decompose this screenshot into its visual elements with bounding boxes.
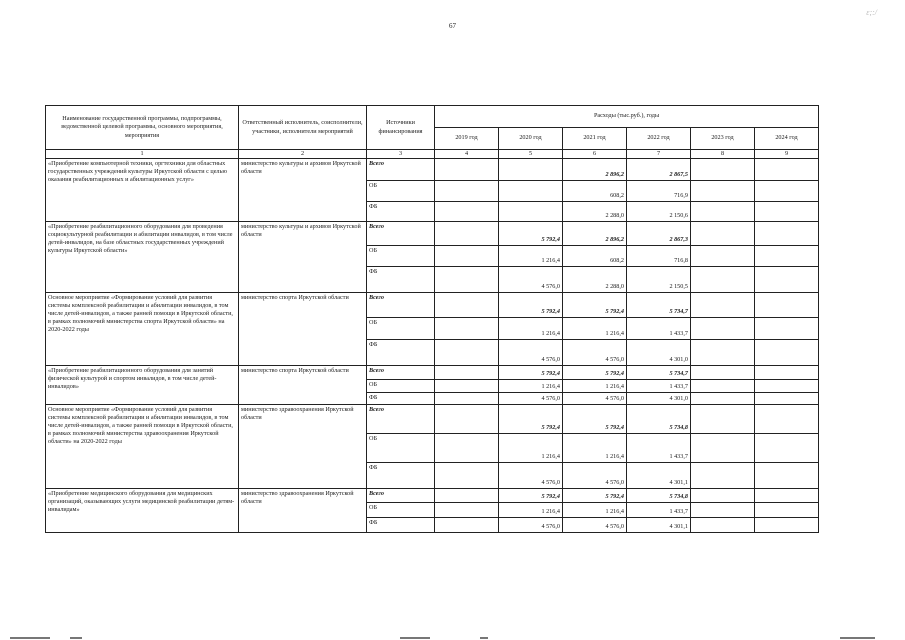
expense-value-2024 xyxy=(755,159,819,181)
expense-value-2023 xyxy=(691,202,755,222)
funding-source: ФБ xyxy=(367,518,435,533)
funding-source: ФБ xyxy=(367,340,435,366)
expense-value-2024 xyxy=(755,380,819,393)
expense-value-2024 xyxy=(755,246,819,267)
expense-value-2022: 4 301,0 xyxy=(627,393,691,405)
activity-name: «Приобретение медицинского оборудования для медицинских организаций, оказывающих услуги медицинской реабилитации детям-инвалидам» xyxy=(46,489,239,533)
expense-value-2020: 5 792,4 xyxy=(499,405,563,434)
activity-name: «Приобретение реабилитационного оборудования для занятий физической культурой и спортом инвалидов, в том числе детей-инвалидов» xyxy=(46,366,239,405)
expense-value-2020: 4 576,0 xyxy=(499,393,563,405)
expense-value-2024 xyxy=(755,318,819,340)
expense-value-2020: 5 792,4 xyxy=(499,489,563,503)
expense-value-2024 xyxy=(755,463,819,489)
funding-source: ОБ xyxy=(367,181,435,202)
expense-value-2020: 1 216,4 xyxy=(499,503,563,518)
expense-value-2024 xyxy=(755,202,819,222)
expense-value-2022: 1 433,7 xyxy=(627,434,691,463)
funding-source: ОБ xyxy=(367,434,435,463)
expense-value-2020: 4 576,0 xyxy=(499,518,563,533)
expense-value-2021: 4 576,0 xyxy=(563,393,627,405)
expense-value-2019 xyxy=(435,393,499,405)
executor-name: министерство культуры и архивов Иркутской области xyxy=(239,159,367,222)
expense-value-2024 xyxy=(755,267,819,293)
expense-value-2022: 716,9 xyxy=(627,181,691,202)
page-number: 67 xyxy=(449,22,456,30)
funding-source: ОБ xyxy=(367,318,435,340)
expense-value-2019 xyxy=(435,318,499,340)
funding-source: ФБ xyxy=(367,463,435,489)
funding-source: Всего xyxy=(367,159,435,181)
expense-value-2021: 5 792,4 xyxy=(563,489,627,503)
expense-value-2022: 1 433,7 xyxy=(627,503,691,518)
header-source: Источники финансирования xyxy=(367,106,435,150)
expense-value-2020: 4 576,0 xyxy=(499,267,563,293)
expense-value-2021: 1 216,4 xyxy=(563,503,627,518)
header-year: 2019 год xyxy=(435,128,499,150)
expense-value-2023 xyxy=(691,340,755,366)
expense-value-2021: 5 792,4 xyxy=(563,366,627,380)
table-row xyxy=(46,366,819,380)
expense-value-2023 xyxy=(691,293,755,318)
activity-name: «Приобретение компьютерной техники, оргтехники для областных государственных учреждений культуры Иркутской области с целью оказания реабилитационных и абилитационных услуг» xyxy=(46,159,239,222)
expense-value-2023 xyxy=(691,267,755,293)
expense-value-2022: 2 867,5 xyxy=(627,159,691,181)
expense-value-2019 xyxy=(435,202,499,222)
header-expenses: Расходы (тыс.руб.), годы xyxy=(435,106,819,128)
expense-value-2022: 5 734,8 xyxy=(627,405,691,434)
expense-value-2024 xyxy=(755,503,819,518)
column-number: 4 xyxy=(435,150,499,159)
expense-value-2024 xyxy=(755,340,819,366)
table-row xyxy=(46,159,819,181)
expense-value-2023 xyxy=(691,405,755,434)
funding-source: ФБ xyxy=(367,202,435,222)
expense-value-2023 xyxy=(691,489,755,503)
column-number: 9 xyxy=(755,150,819,159)
expense-value-2021: 608,2 xyxy=(563,181,627,202)
expense-value-2019 xyxy=(435,380,499,393)
table-row xyxy=(46,222,819,246)
funding-source: Всего xyxy=(367,405,435,434)
expense-value-2023 xyxy=(691,434,755,463)
expense-value-2023 xyxy=(691,246,755,267)
table-body xyxy=(46,159,819,533)
header-year: 2022 год xyxy=(627,128,691,150)
funding-source: Всего xyxy=(367,366,435,380)
activity-name: Основное мероприятие «Формирование условий для развития системы комплексной реабилитации и абилитации инвалидов, в том числе детей-инвалидов, а также ранней помощи в Иркутской области, в рамках полномочий министерства спорта Иркутской области» на 2020-2022 годы xyxy=(46,293,239,366)
expense-value-2020: 5 792,4 xyxy=(499,222,563,246)
expense-value-2024 xyxy=(755,405,819,434)
header-year: 2024 год xyxy=(755,128,819,150)
expense-value-2020: 1 216,4 xyxy=(499,380,563,393)
funding-source: ФБ xyxy=(367,393,435,405)
column-number: 5 xyxy=(499,150,563,159)
expense-value-2023 xyxy=(691,181,755,202)
expense-value-2023 xyxy=(691,503,755,518)
expense-value-2021: 2 288,0 xyxy=(563,267,627,293)
expense-value-2020 xyxy=(499,181,563,202)
expense-value-2022: 2 150,6 xyxy=(627,202,691,222)
expense-value-2023 xyxy=(691,463,755,489)
expense-value-2019 xyxy=(435,293,499,318)
expense-value-2020 xyxy=(499,159,563,181)
expense-value-2021: 4 576,0 xyxy=(563,518,627,533)
expense-value-2021: 1 216,4 xyxy=(563,380,627,393)
column-number: 6 xyxy=(563,150,627,159)
scan-edge-marks xyxy=(0,634,905,640)
funding-source: ОБ xyxy=(367,246,435,267)
column-number: 1 xyxy=(46,150,239,159)
header-name: Наименование государственной программы, подпрограммы, ведомственной целевой программы, основного мероприятия, мероприятия xyxy=(46,106,239,150)
expense-value-2024 xyxy=(755,293,819,318)
expense-value-2023 xyxy=(691,518,755,533)
funding-source: ОБ xyxy=(367,380,435,393)
expense-value-2020: 4 576,0 xyxy=(499,463,563,489)
expense-value-2024 xyxy=(755,518,819,533)
expense-value-2024 xyxy=(755,393,819,405)
expense-value-2024 xyxy=(755,434,819,463)
funding-source: Всего xyxy=(367,222,435,246)
expense-value-2022: 4 301,1 xyxy=(627,518,691,533)
funding-source: Всего xyxy=(367,489,435,503)
expense-value-2022: 5 734,7 xyxy=(627,366,691,380)
table-row xyxy=(46,293,819,318)
expense-value-2019 xyxy=(435,267,499,293)
expense-value-2022: 5 734,8 xyxy=(627,489,691,503)
activity-name: Основное мероприятие «Формирование условий для развития системы комплексной реабилитации и абилитации инвалидов, в том числе детей-инвалидов, а также ранней помощи в Иркутской области, в рамках полномочий министерства здравоохранения Иркутской области» на 2020-2022 годы xyxy=(46,405,239,489)
expense-value-2020: 5 792,4 xyxy=(499,366,563,380)
expense-value-2023 xyxy=(691,159,755,181)
expense-value-2022: 2 867,3 xyxy=(627,222,691,246)
expense-value-2021: 2 288,0 xyxy=(563,202,627,222)
funding-source: ОБ xyxy=(367,503,435,518)
expense-value-2022: 1 433,7 xyxy=(627,380,691,393)
expense-value-2023 xyxy=(691,222,755,246)
expense-value-2019 xyxy=(435,489,499,503)
expense-value-2021: 2 896,2 xyxy=(563,222,627,246)
expense-value-2020: 1 216,4 xyxy=(499,434,563,463)
expense-value-2021: 5 792,4 xyxy=(563,293,627,318)
header-year: 2020 год xyxy=(499,128,563,150)
expense-value-2020: 1 216,4 xyxy=(499,318,563,340)
expense-value-2019 xyxy=(435,405,499,434)
header-year: 2021 год xyxy=(563,128,627,150)
funding-source: Всего xyxy=(367,293,435,318)
executor-name: министерство спорта Иркутской области xyxy=(239,366,367,405)
expense-value-2024 xyxy=(755,181,819,202)
expense-value-2020: 5 792,4 xyxy=(499,293,563,318)
column-numbers-row xyxy=(46,150,819,159)
expense-value-2019 xyxy=(435,518,499,533)
funding-source: ФБ xyxy=(367,267,435,293)
expense-value-2020 xyxy=(499,202,563,222)
expense-value-2019 xyxy=(435,181,499,202)
expense-value-2019 xyxy=(435,434,499,463)
header-year: 2023 год xyxy=(691,128,755,150)
header-executor: Ответственный исполнитель, соисполнители, участники, исполнители мероприятий xyxy=(239,106,367,150)
expense-value-2019 xyxy=(435,246,499,267)
column-number: 3 xyxy=(367,150,435,159)
expense-value-2021: 608,2 xyxy=(563,246,627,267)
expense-value-2024 xyxy=(755,222,819,246)
expense-value-2021: 2 896,2 xyxy=(563,159,627,181)
activity-name: «Приобретение реабилитационного оборудования для проведения социокультурной реабилитации и абилитации инвалидов, в том числе детей-инвалидов, на базе областных государственных учреждений культуры Иркутской области» xyxy=(46,222,239,293)
expense-value-2023 xyxy=(691,380,755,393)
expense-value-2023 xyxy=(691,393,755,405)
expense-value-2021: 4 576,0 xyxy=(563,340,627,366)
expense-value-2023 xyxy=(691,366,755,380)
expense-value-2019 xyxy=(435,222,499,246)
column-number: 7 xyxy=(627,150,691,159)
expense-value-2020: 1 216,4 xyxy=(499,246,563,267)
executor-name: министерство здравоохранения Иркутской области xyxy=(239,489,367,533)
table-header xyxy=(46,106,819,159)
executor-name: министерство спорта Иркутской области xyxy=(239,293,367,366)
column-number: 8 xyxy=(691,150,755,159)
executor-name: министерство культуры и архивов Иркутской области xyxy=(239,222,367,293)
expense-value-2022: 4 301,1 xyxy=(627,463,691,489)
table-row xyxy=(46,489,819,503)
expense-value-2022: 4 301,0 xyxy=(627,340,691,366)
expense-value-2019 xyxy=(435,366,499,380)
expense-value-2020: 4 576,0 xyxy=(499,340,563,366)
expense-value-2024 xyxy=(755,489,819,503)
executor-name: министерство здравоохранения Иркутской области xyxy=(239,405,367,489)
expense-value-2021: 4 576,0 xyxy=(563,463,627,489)
expense-value-2019 xyxy=(435,503,499,518)
expense-value-2024 xyxy=(755,366,819,380)
expense-value-2023 xyxy=(691,318,755,340)
expense-value-2021: 1 216,4 xyxy=(563,318,627,340)
expenses-table xyxy=(45,105,819,533)
expense-value-2019 xyxy=(435,340,499,366)
column-number: 2 xyxy=(239,150,367,159)
expense-value-2022: 716,8 xyxy=(627,246,691,267)
expense-value-2022: 1 433,7 xyxy=(627,318,691,340)
expense-value-2019 xyxy=(435,159,499,181)
expense-value-2021: 5 792,4 xyxy=(563,405,627,434)
expense-value-2022: 2 150,5 xyxy=(627,267,691,293)
expense-value-2022: 5 734,7 xyxy=(627,293,691,318)
corner-mark: ɛ;:/ xyxy=(866,8,877,17)
expense-value-2021: 1 216,4 xyxy=(563,434,627,463)
expense-value-2019 xyxy=(435,463,499,489)
table-row xyxy=(46,405,819,434)
